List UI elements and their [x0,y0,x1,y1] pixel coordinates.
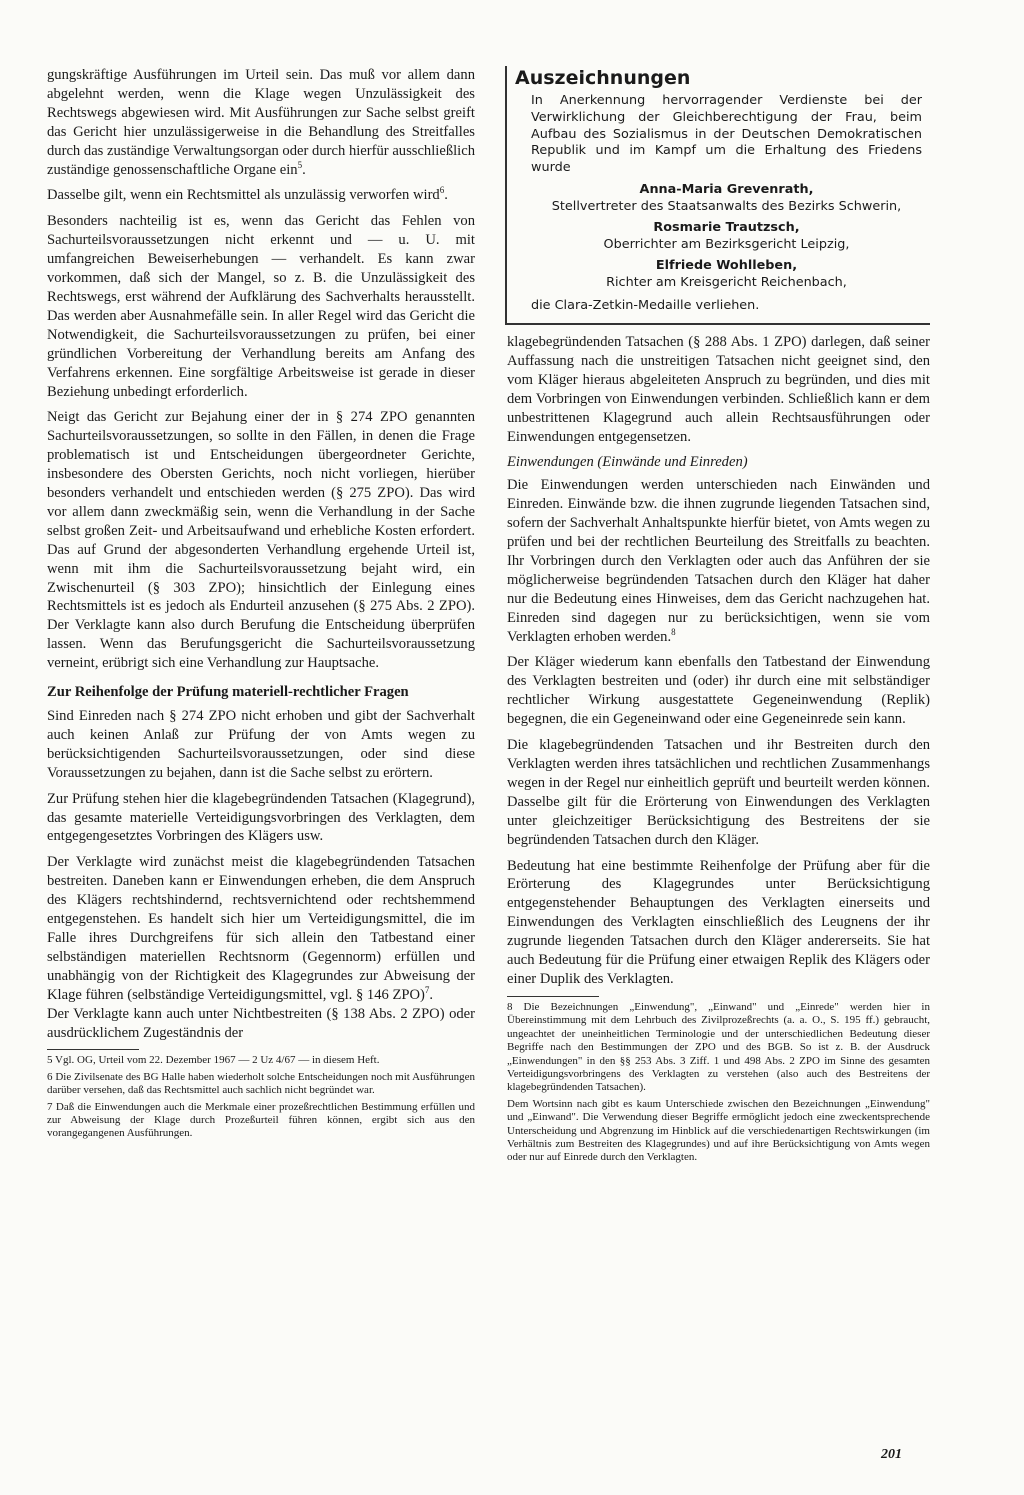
recipient-name: Rosmarie Trautzsch, [653,219,800,235]
paragraph: gungskräftige Ausführungen im Urteil sein. Das muß vor allem dann abgelehnt werden, wenn die Klage wegen Unzulässigkeit des Rechtswegs abgewiesen wird. Mit Ausführungen zur Sache selbst greift das Gericht hier unzulässigerweise in die Behandlung des Streitfalles durch das zuständige Verwaltungsorgan oder durch hierfür ausschließlich zuständige genossenschaftliche Organe ein$^5$. [47,67,475,178]
paragraph: Sind Einreden nach § 274 ZPO nicht erhoben und gibt der Sachverhalt auch keinen Anlaß zur Prüfung der von Amts wegen zu berücksichtigenden Sachurteilsvoraussetzungen, oder sind diese Voraussetzungen zu bejahen, dann ist die Sache selbst zu erörtern. [47,708,475,781]
recipient-name: Anna-Maria Grevenrath, [639,181,814,197]
footnote-ref: 8 [671,626,676,637]
recipient-role: Oberrichter am Bezirksgericht Leipzig, [603,236,850,252]
footnote-ref: 6 [439,185,445,196]
footnote-divider [47,1049,139,1050]
paragraph: Dasselbe gilt, wenn ein Rechtsmittel als unzulässig verworfen wird$^6$. [47,185,448,204]
paragraph: Die Einwendungen werden unterschieden nach Einwänden und Einreden. Einwände bzw. die ihnen zugrunde liegenden Tatsachen sind, sofern der Sachverhalt Anhaltspunkte hierfür bietet, von Amts wegen zu prüfen und bei der rechtlichen Beurteilung des Streitfalls zu beachten. Ihr Vorbringen durch den Verklagten oder auch das Anführen der sie möglicherweise begründenden Tatsachen durch den Kläger hat daher nur die Bedeutung eines Hinweises, dem das Gericht nachzugehen hat. Einreden sind dagegen nur zu berücksichtigen, wenn sie vom Verklagten erhoben werden.$^8$ [507,477,930,645]
paragraph: Bedeutung hat eine bestimmte Reihenfolge der Prüfung aber für die Erörterung des Klagegrundes unter Berücksichtigung entgegenstehender Behauptungen des Verklagten einerseits und Einwendungen des Verklagten einschließlich des Leugnens der ihr zugrunde liegenden Tatsachen durch den Kläger andererseits. Sie hat auch Bedeutung für die Prüfung einer etwaigen Replik des Klägers oder einer Duplik des Verklagten. [507,857,930,987]
recipient-role: Stellvertreter des Staatsanwalts des Bezirks Schwerin, [551,198,902,214]
footnote: 5 Vgl. OG, Urteil vom 22. Dezember 1967 — 2 Uz 4/67 — in diesem Heft. [47,1054,380,1067]
paragraph: Der Kläger wiederum kann ebenfalls den Tatbestand der Einwendung des Verklagten bestreiten und (oder) ihr durch eine mit selbständiger rechtlicher Wirkung ausgestattete Gegeneinwendung (Replik) begegnen, die ein Gegeneinwand oder eine Gegeneinrede sein kann. [507,654,930,728]
paragraph: klagebegründenden Tatsachen (§ 288 Abs. 1 ZPO) darlegen, daß seiner Auffassung nach die unstreitigen Tatsachen nicht geeignet sind, den vom Kläger hieraus abgeleiteten Anspruch zu begründen, und dies mit dem Vorbringen von Einwendungen verbinden. Schließlich kann er dem unbestrittenen Klagegrund auch allein Rechtsausführungen oder Einwendungen entgegensetzen. [507,333,930,445]
paragraph: Zur Prüfung stehen hier die klagebegründenden Tatsachen (Klagegrund), das gesamte materielle Verteidigungsvorbringen des Verklagten, dem entgegengesetztes Vorbringen des Klägers usw. [47,790,475,845]
footnote: 7 Daß die Einwendungen auch die Merkmale einer prozeßrechtlichen Bestimmung erfüllen und zur Abweisung der Klage durch Prozeßurteil führen können, ergibt sich aus den vorangegangenen Ausführungen. [47,1100,475,1140]
section-heading: Zur Reihenfolge der Prüfung materiell-rechtlicher Fragen [47,684,409,701]
footnote-ref: 7 [424,984,430,995]
recipient-role: Richter am Kreisgericht Reichenbach, [606,274,847,290]
page-number: 201 [881,1447,902,1462]
footnote: 6 Die Zivilsenate des BG Halle haben wiederholt solche Entscheidungen noch mit Ausführungen darüber versehen, daß das Rechtsmittel auch sachlich nicht begründet war. [47,1070,475,1097]
awards-box [505,66,930,325]
awards-intro: In Anerkennung hervorragender Verdienste bei der Verwirklichung der Gleichberechtigung der Frau, beim Aufbau des Sozialismus in der Deutschen Demokratischen Republik und im Kampf um die Erhaltung des Friedens wurde [531,93,922,176]
footnote-ref: 5 [297,159,303,170]
footnote: Dem Wortsinn nach gibt es kaum Unterschiede zwischen den Bezeichnungen „Einwendung" und „Einwand". Die Verwendung dieser Begriffe ermöglicht jedoch eine zweckentsprechende Unterscheidung und Abgrenzung im Hinblick auf die verschiedenartigen Rechtswirkungen (im Verhältnis zum Bestreiten des Klagegrundes) und auf ihre Berücksichtigung von Amts wegen oder nur auf Einrede durch den Verklagten. [507,1097,930,1164]
footnote: 8 Die Bezeichnungen „Einwendung", „Einwand" und „Einrede" werden hier in Übereinstimmung mit dem Lehrbuch des Zivilprozeßrechts (a. a. O., S. 195 ff.) gebraucht, ungeachtet der uneinheitlichen Terminologie und der unterschiedlichen Bedeutung dieser Begriffe nach den Bestimmungen der ZPO und des BGB. So ist z. B. der Ausdruck „Einwendungen" in den §§ 253 Abs. 3 Ziff. 1 und 498 Abs. 2 ZPO im Sinne des gesamten Verteidigungsvorbringens des Verklagten zu verstehen (also auch des Bestreitens der klagebegründenden Tatsachen). [507,1000,930,1094]
paragraph: Besonders nachteilig ist es, wenn das Gericht das Fehlen von Sachurteilsvoraussetzungen nicht erkennt und — u. U. mit umfangreichen Beweiserhebungen — verhandelt. Es kann zwar vorkommen, daß sich der Mangel, so z. B. die Unzulässigkeit des Rechtswegs, erst während der Aufklärung des Sachverhalts herausstellt. Das werden aber Ausnahmefälle sein. In aller Regel wird das Gericht die Notwendigkeit, die Sachurteilsvoraussetzungen zu prüfen, bei einer gründlichen Vorbereitung der Verhandlung bereits am Anfang des Verfahrens erkennen. Eine sorgfältige Arbeitsweise ist gerade in dieser Beziehung unbedingt erforderlich. [47,213,475,400]
subsection-heading: Einwendungen (Einwände und Einreden) [507,454,748,471]
paragraph: Neigt das Gericht zur Bejahung einer der in § 274 ZPO genannten Sachurteilsvoraussetzungen, so sollte in den Fällen, in denen die Frage problematisch ist und Entscheidungen übergeordneter Gerichte, insbesondere des Obersten Gerichts, noch nicht vorliegen, hierüber besonders verhandelt und entschieden werden (§ 275 ZPO). Das wird vor allem dann zweckmäßig sein, wenn die Verhandlung in der Sache selbst großen Zeit- und Arbeitsaufwand und erhebliche Kosten erfordert. Das auf Grund der abgesonderten Verhandlung ergehende Urteil ist, wenn mit ihm die Sachurteilsvoraussetzung bejaht wird, ein Zwischenurteil (§ 303 ZPO); hinsichtlich der Einlegung eines Rechtsmittels ist es jedoch als Endurteil anzusehen (§ 275 Abs. 2 ZPO). Der Verklagte kann also durch Berufung die Entscheidung überprüfen lassen. Wenn das Berufungsgericht die Sachurteilsvoraussetzung verneint, erübrigt sich eine Verhandlung zur Hauptsache. [47,409,475,672]
footnote-divider [507,996,599,997]
recipient-name: Elfriede Wohlleben, [655,257,798,273]
paragraph: Der Verklagte wird zunächst meist die klagebegründenden Tatsachen bestreiten. Daneben kann er Einwendungen erheben, die dem Anspruch des Klägers rechtshindernd, rechtsvernichtend oder rechtshemmend entgegenstehen. Es handelt sich hier um Verteidigungsmittel, die im Falle ihres Durchgreifens für sich allein den Tatbestand einer selbständigen materiellen Rechtsnorm (Gegennorm) erfüllen und unabhängig von der Richtigkeit des Klagegrundes zur Abweisung der Klage führen (selbständige Verteidigungsmittel, vgl. § 146 ZPO)$^7$. [47,854,475,1003]
awards-closing: die Clara-Zetkin-Medaille verliehen. [531,297,760,313]
paragraph: Die klagebegründenden Tatsachen und ihr Bestreiten durch den Verklagten werden ihres tatsächlichen und rechtlichen Zusammenhangs wegen in der Regel nur einheitlich geprüft und beurteilt werden können. Dasselbe gilt für die Erörterung von Einwendungen des Verklagten unter gleichzeitiger Berücksichtigung des Bestreitens der sie begründenden Tatsachen durch den Kläger. [507,737,930,848]
paragraph: Der Verklagte kann auch unter Nichtbestreiten (§ 138 Abs. 2 ZPO) oder ausdrücklichem Zugeständnis der [47,1005,475,1041]
right-column [507,66,930,1168]
awards-title: Auszeichnungen [515,67,691,89]
left-column [47,66,475,1144]
